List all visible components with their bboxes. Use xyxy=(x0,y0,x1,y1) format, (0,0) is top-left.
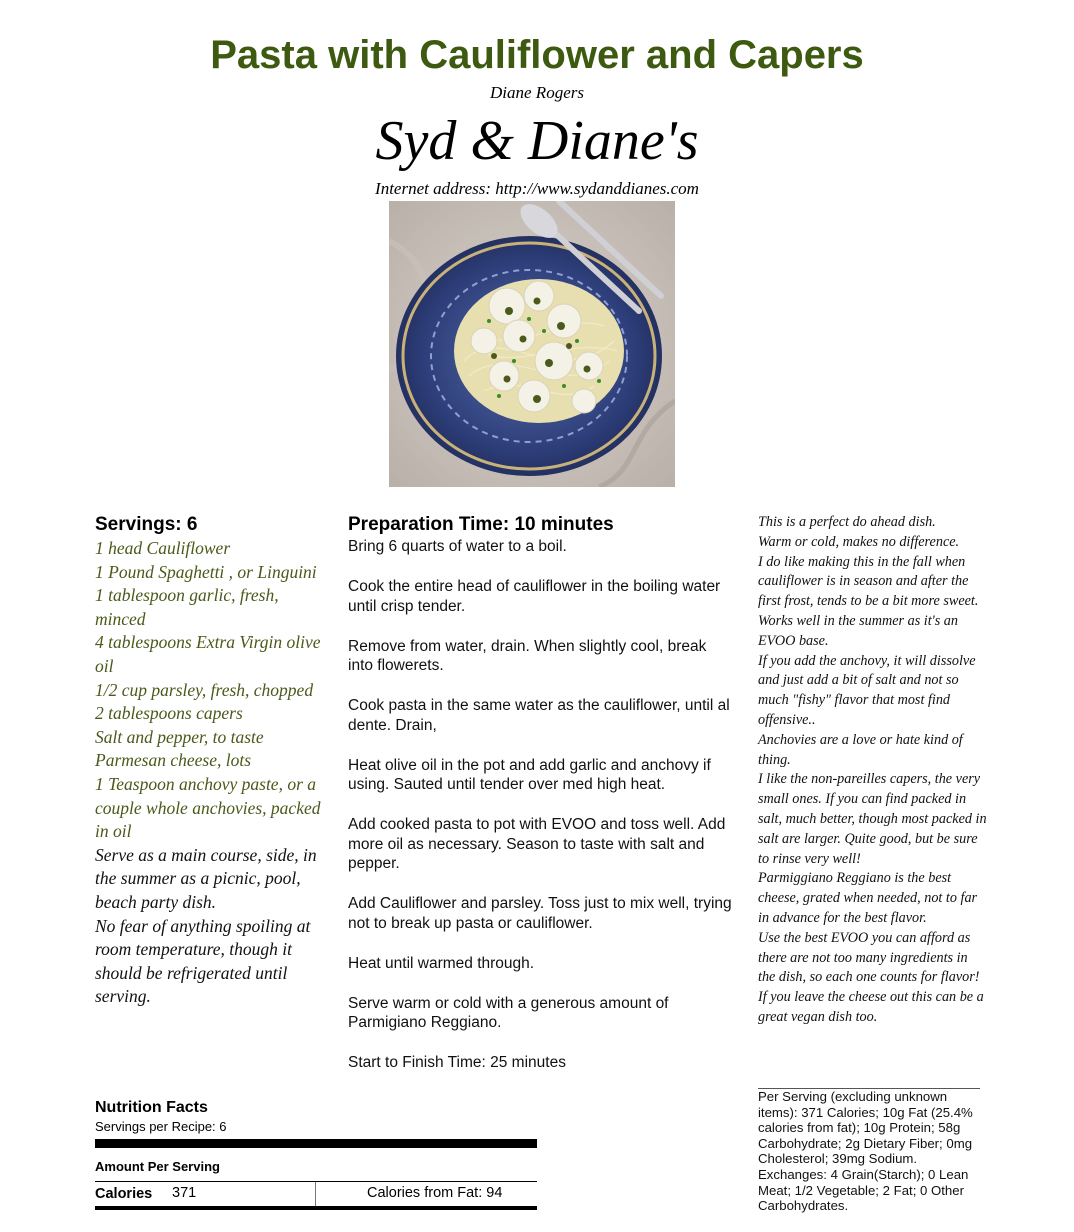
direction-step: Add cooked pasta to pot with EVOO and toss well. Add more oil as necessary. Season to taste with salt and pepper. xyxy=(348,816,726,872)
serving-notes xyxy=(95,844,323,1009)
note-line: Use the best EVOO you can afford as there are not too many ingredients in the dish, so each one counts for flavor! xyxy=(758,929,980,986)
prep-time-heading: Preparation Time: 10 minutes xyxy=(348,514,614,535)
amount-per-serving-label: Amount Per Serving xyxy=(95,1159,220,1174)
ingredient-item: 2 tablespoons capers xyxy=(95,703,243,724)
ingredient-item: 1 tablespoon garlic, fresh, minced xyxy=(95,585,279,629)
recipe-photo xyxy=(389,201,675,487)
recipe-author: Diane Rogers xyxy=(490,83,584,102)
nutrition-facts xyxy=(95,1098,537,1210)
servings-heading: Servings: 6 xyxy=(95,514,198,535)
recipe-title: Pasta with Cauliflower and Capers xyxy=(210,33,864,77)
calories-value: 371 xyxy=(172,1185,197,1201)
note-line: If you leave the cheese out this can be a great vegan dish too. xyxy=(758,989,984,1025)
per-serving-summary: Per Serving (excluding unknown items): 371 Calories; 10g Fat (25.4% calories from fat); 10g Protein; 58g Carbohydrate; 2g Dietary Fiber; 0mg Cholesterol; 39mg Sodium. Exchanges: 4 Grain(Starch); 0 Lean Meat; 1/2 Vegetable; 2 Fat; 0 Other Carbohydrates. xyxy=(758,1088,980,1214)
ingredient-item: Salt and pepper, to taste xyxy=(95,726,264,747)
nutrition-divider-bottom xyxy=(95,1206,537,1210)
nutrition-servings: Servings per Recipe: 6 xyxy=(95,1119,227,1134)
site-url[interactable]: Internet address: http://www.sydanddianes.com xyxy=(375,179,699,198)
directions-column xyxy=(348,513,733,1093)
direction-step: Cook pasta in the same water as the cauliflower, until al dente. Drain, xyxy=(348,697,730,734)
ingredient-item: 1/2 cup parsley, fresh, chopped xyxy=(95,679,314,700)
ingredient-item: 1 head Cauliflower xyxy=(95,538,231,558)
note-line: I do like making this in the fall when cauliflower is in season and after the first frost, tends to be a bit more sweet. xyxy=(758,553,979,610)
note-line: Anchovies are a love or hate kind of thing. xyxy=(758,731,963,768)
ingredient-item: Parmesan cheese, lots xyxy=(95,750,252,771)
calories-row xyxy=(95,1182,537,1206)
serving-note: Serve as a main course, side, in the summer as a picnic, pool, beach party dish. xyxy=(95,844,317,912)
note-line: This is a perfect do ahead dish. xyxy=(758,514,936,530)
note-line: Warm or cold, makes no difference. xyxy=(758,533,960,550)
ingredient-item: 4 tablespoons Extra Virgin olive oil xyxy=(95,632,321,676)
ingredients-list xyxy=(95,537,323,844)
direction-step: Cook the entire head of cauliflower in the boiling water until crisp tender. xyxy=(348,578,721,615)
fat-calories: Calories from Fat: 94 xyxy=(367,1185,503,1201)
note-line: I like the non-pareilles capers, the very small ones. If you can find packed in salt, much better, though most packed in salt are larger. Quite good, but be sure to rinse very well! xyxy=(758,771,987,867)
pasta-plate-image xyxy=(389,201,675,487)
ingredient-item: 1 Teaspoon anchovy paste, or a couple whole anchovies, packed in oil xyxy=(95,773,321,842)
serving-note: No fear of anything spoiling at room temperature, though it should be refrigerated until serving. xyxy=(95,915,311,1007)
nutrition-divider-thick xyxy=(95,1139,537,1148)
column-divider xyxy=(315,1182,316,1206)
note-line: Parmiggiano Reggiano is the best cheese, grated when needed, not to far in advance for the best flavor. xyxy=(758,870,978,926)
left-column xyxy=(95,513,323,1009)
notes-column xyxy=(758,513,988,1028)
nutrition-title: Nutrition Facts xyxy=(95,1099,208,1116)
direction-step: Remove from water, drain. When slightly cool, break into flowerets. xyxy=(348,637,707,674)
ingredient-item: 1 Pound Spaghetti , or Linguini xyxy=(95,561,317,582)
direction-step: Add Cauliflower and parsley. Toss just to mix well, trying not to break up pasta or cauliflower. xyxy=(348,895,732,932)
site-name: Syd & Diane's xyxy=(375,110,699,172)
note-line: Works well in the summer as it's an EVOO base. xyxy=(758,612,958,649)
direction-step: Heat olive oil in the pot and add garlic and anchovy if using. Sauted until tender over med high heat. xyxy=(348,756,711,793)
direction-step: Serve warm or cold with a generous amount of Parmigiano Reggiano. xyxy=(348,994,669,1031)
direction-step: Heat until warmed through. xyxy=(348,954,535,972)
note-line: If you add the anchovy, it will dissolve and just add a bit of salt and not so much "fishy" flavor that most find offensive.. xyxy=(758,652,976,728)
direction-step: Bring 6 quarts of water to a boil. xyxy=(348,538,567,555)
calories-label: Calories xyxy=(95,1186,153,1202)
direction-step: Start to Finish Time: 25 minutes xyxy=(348,1054,566,1071)
